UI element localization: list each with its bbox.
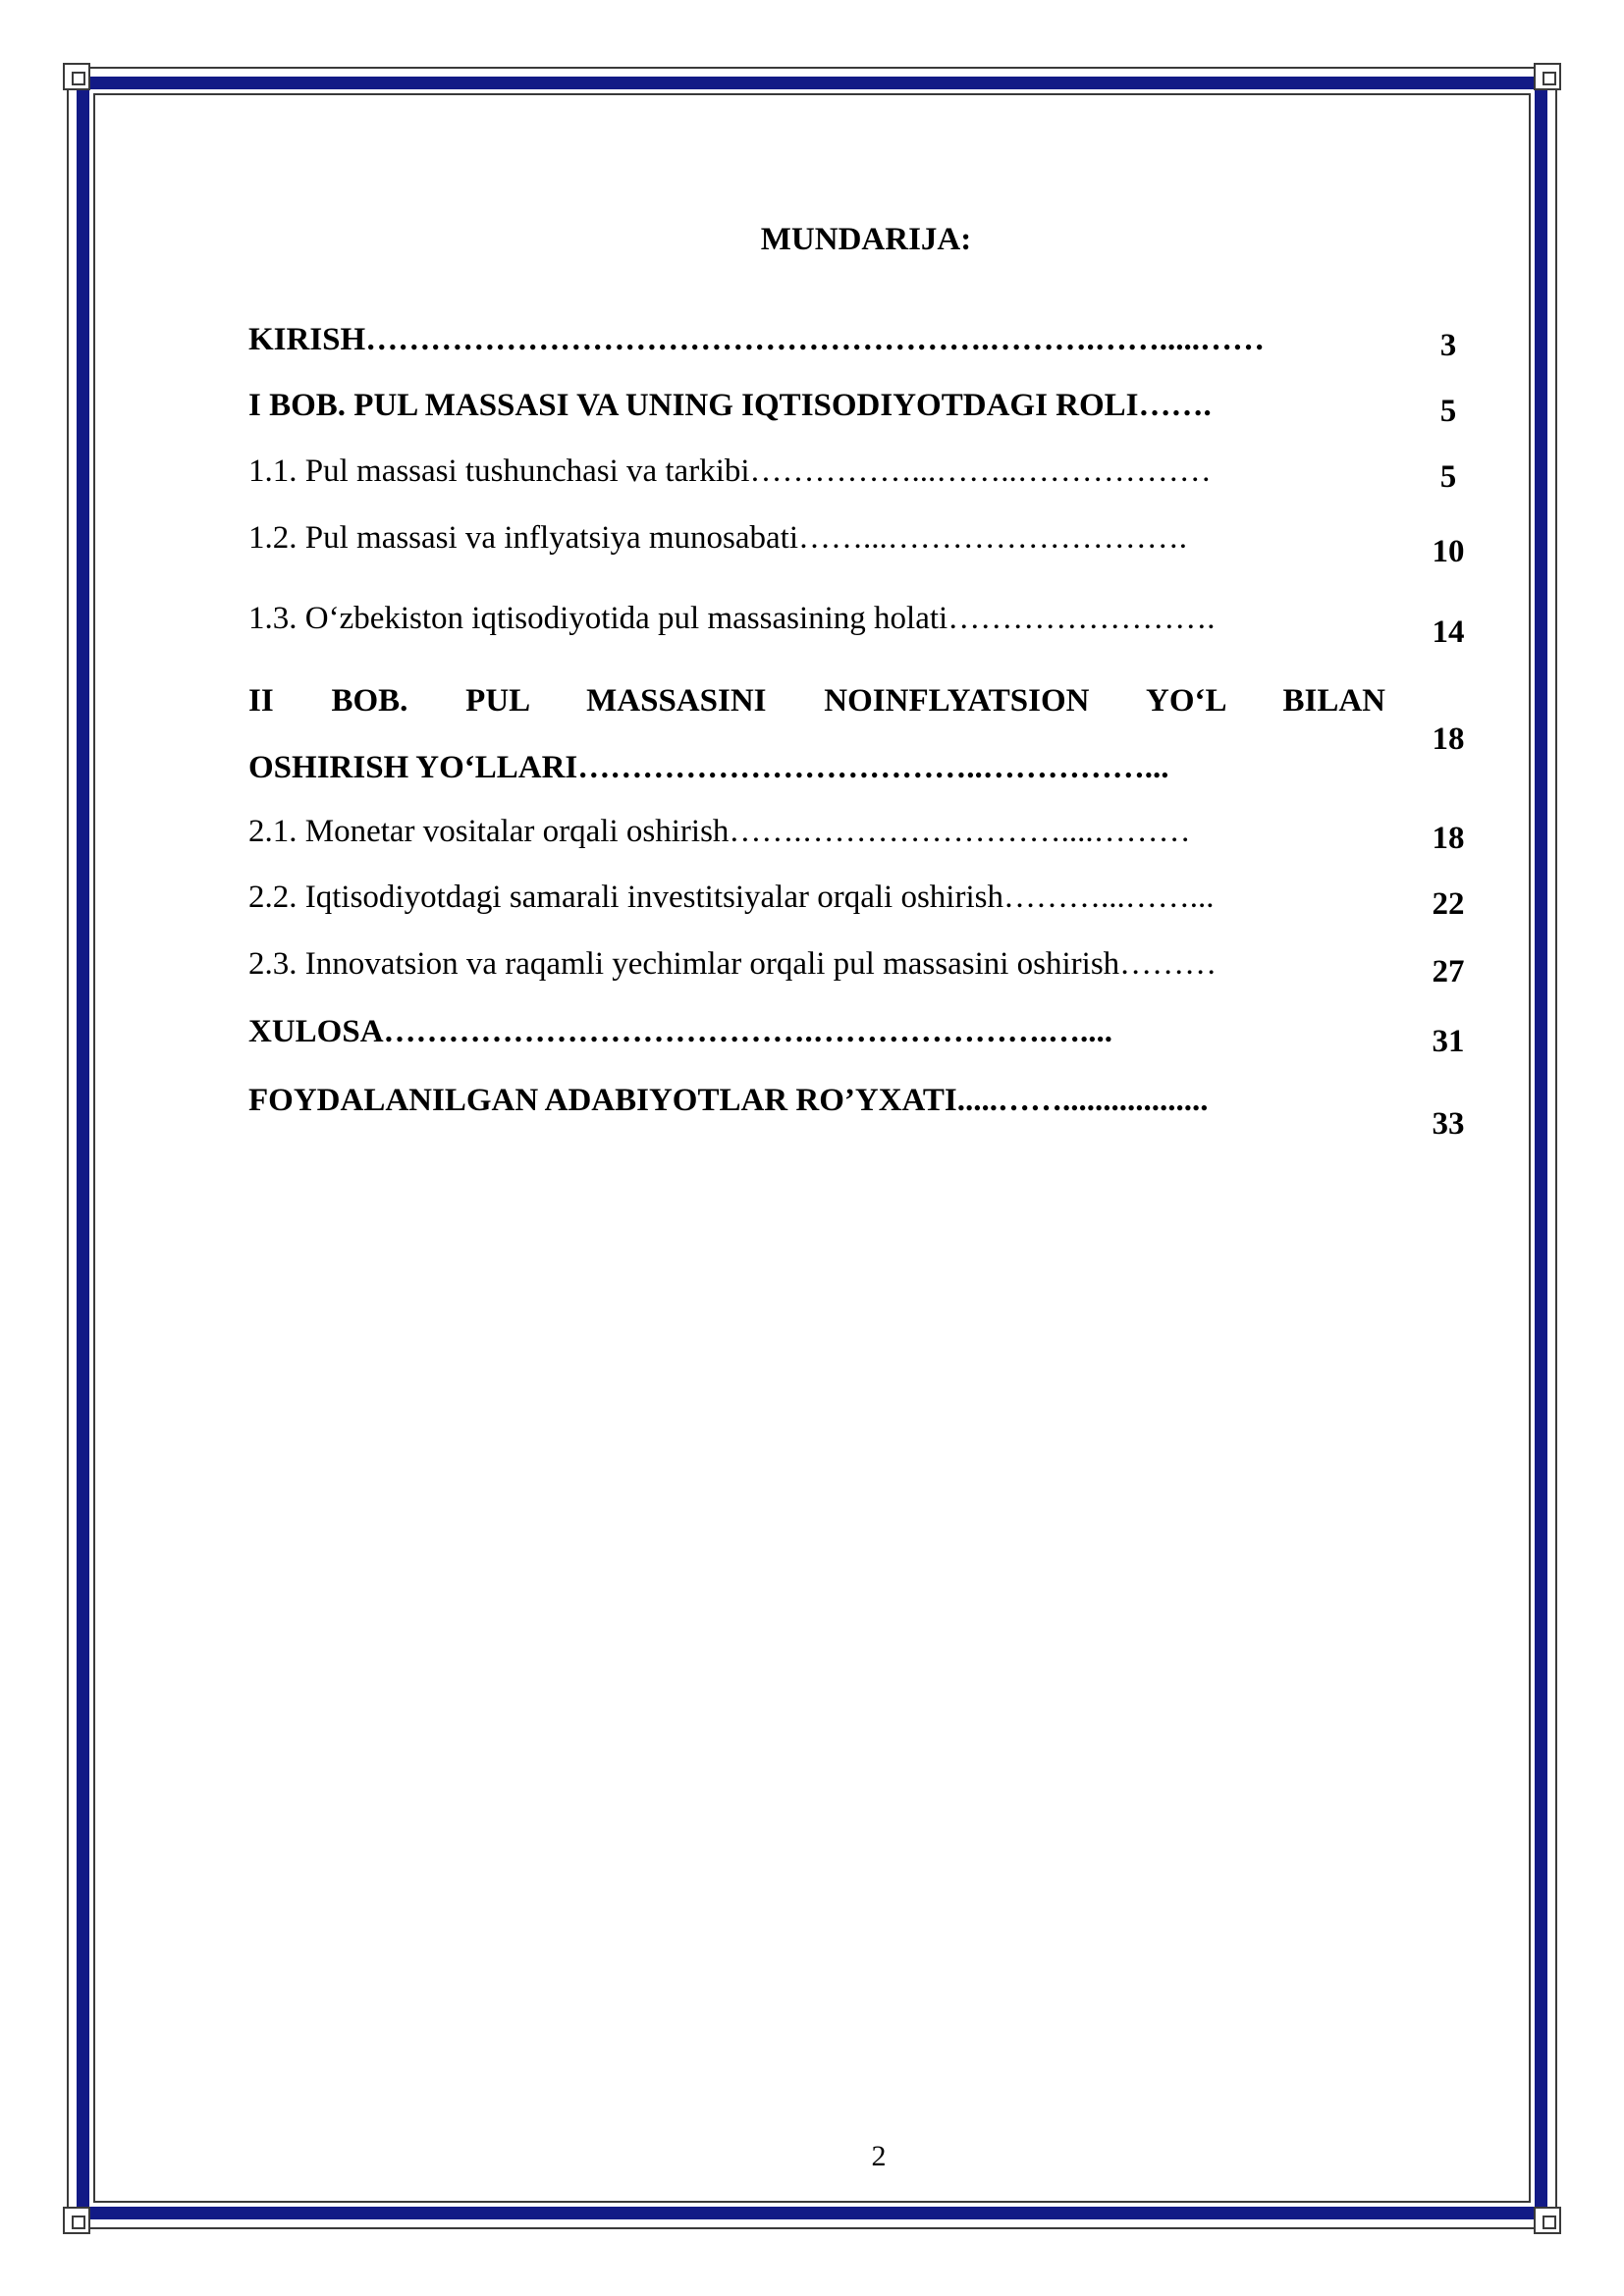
toc-entry-chapter-2-line1: II BOB. PUL MASSASINI NOINFLYATSION YO‘L BILAN (248, 683, 1385, 719)
border-corner-ornament (1534, 2207, 1561, 2234)
toc-entry-references[interactable]: FOYDALANILGAN ADABIYOTLAR RO’YXATI.....…….................. (248, 1083, 1209, 1118)
toc-entry-section-2-1[interactable]: 2.1. Monetar vositalar orqali oshirish…….……………………....……… (248, 814, 1191, 849)
footer-page-number: 2 (871, 2140, 887, 2172)
toc-page-number: 27 (1432, 954, 1465, 989)
toc-page-number: 31 (1432, 1024, 1465, 1059)
toc-entry-chapter-1[interactable]: I BOB. PUL MASSASI VA UNING IQTISODIYOTDAGI ROLI……. (248, 388, 1212, 423)
toc-entry-section-2-2[interactable]: 2.2. Iqtisodiyotdagi samarali investitsiyalar orqali oshirish………...……... (248, 880, 1215, 915)
toc-entry-chapter-2-line2: OSHIRISH YO‘LLARI………………………………..……………... (248, 750, 1169, 785)
toc-entry-section-1-2[interactable]: 1.2. Pul massasi va inflyatsiya munosabati……...………………………. (248, 520, 1188, 556)
toc-page-number: 5 (1439, 394, 1457, 429)
border-corner-ornament (63, 2207, 90, 2234)
toc-page-number: 10 (1432, 534, 1465, 569)
toc-page-number: 18 (1432, 721, 1465, 757)
toc-entry-chapter-2[interactable] (248, 667, 1385, 801)
toc-entry-section-1-1[interactable]: 1.1. Pul massasi tushunchasi va tarkibi……………...……..……………… (248, 454, 1212, 489)
page-title: MUNDARIJA: (760, 222, 972, 257)
border-corner-ornament (1534, 63, 1561, 90)
toc-page-number: 22 (1432, 886, 1465, 922)
toc-page-number: 14 (1432, 614, 1465, 650)
toc-entry-xulosa[interactable]: XULOSA………………………………….………………….….... (248, 1014, 1113, 1049)
toc-entry-section-1-3[interactable]: 1.3. O‘zbekiston iqtisodiyotida pul massasining holati……………………. (248, 601, 1216, 636)
toc-entry-kirish[interactable]: KIRISH………………………………………………….……….…….....…… (248, 322, 1265, 357)
border-corner-ornament (63, 63, 90, 90)
toc-entry-section-2-3[interactable]: 2.3. Innovatsion va raqamli yechimlar orqali pul massasini oshirish……… (248, 946, 1218, 982)
toc-page-number: 3 (1439, 328, 1457, 363)
toc-page-number: 33 (1432, 1106, 1465, 1142)
toc-page-number: 18 (1432, 821, 1465, 856)
toc-page-number: 5 (1439, 459, 1457, 495)
